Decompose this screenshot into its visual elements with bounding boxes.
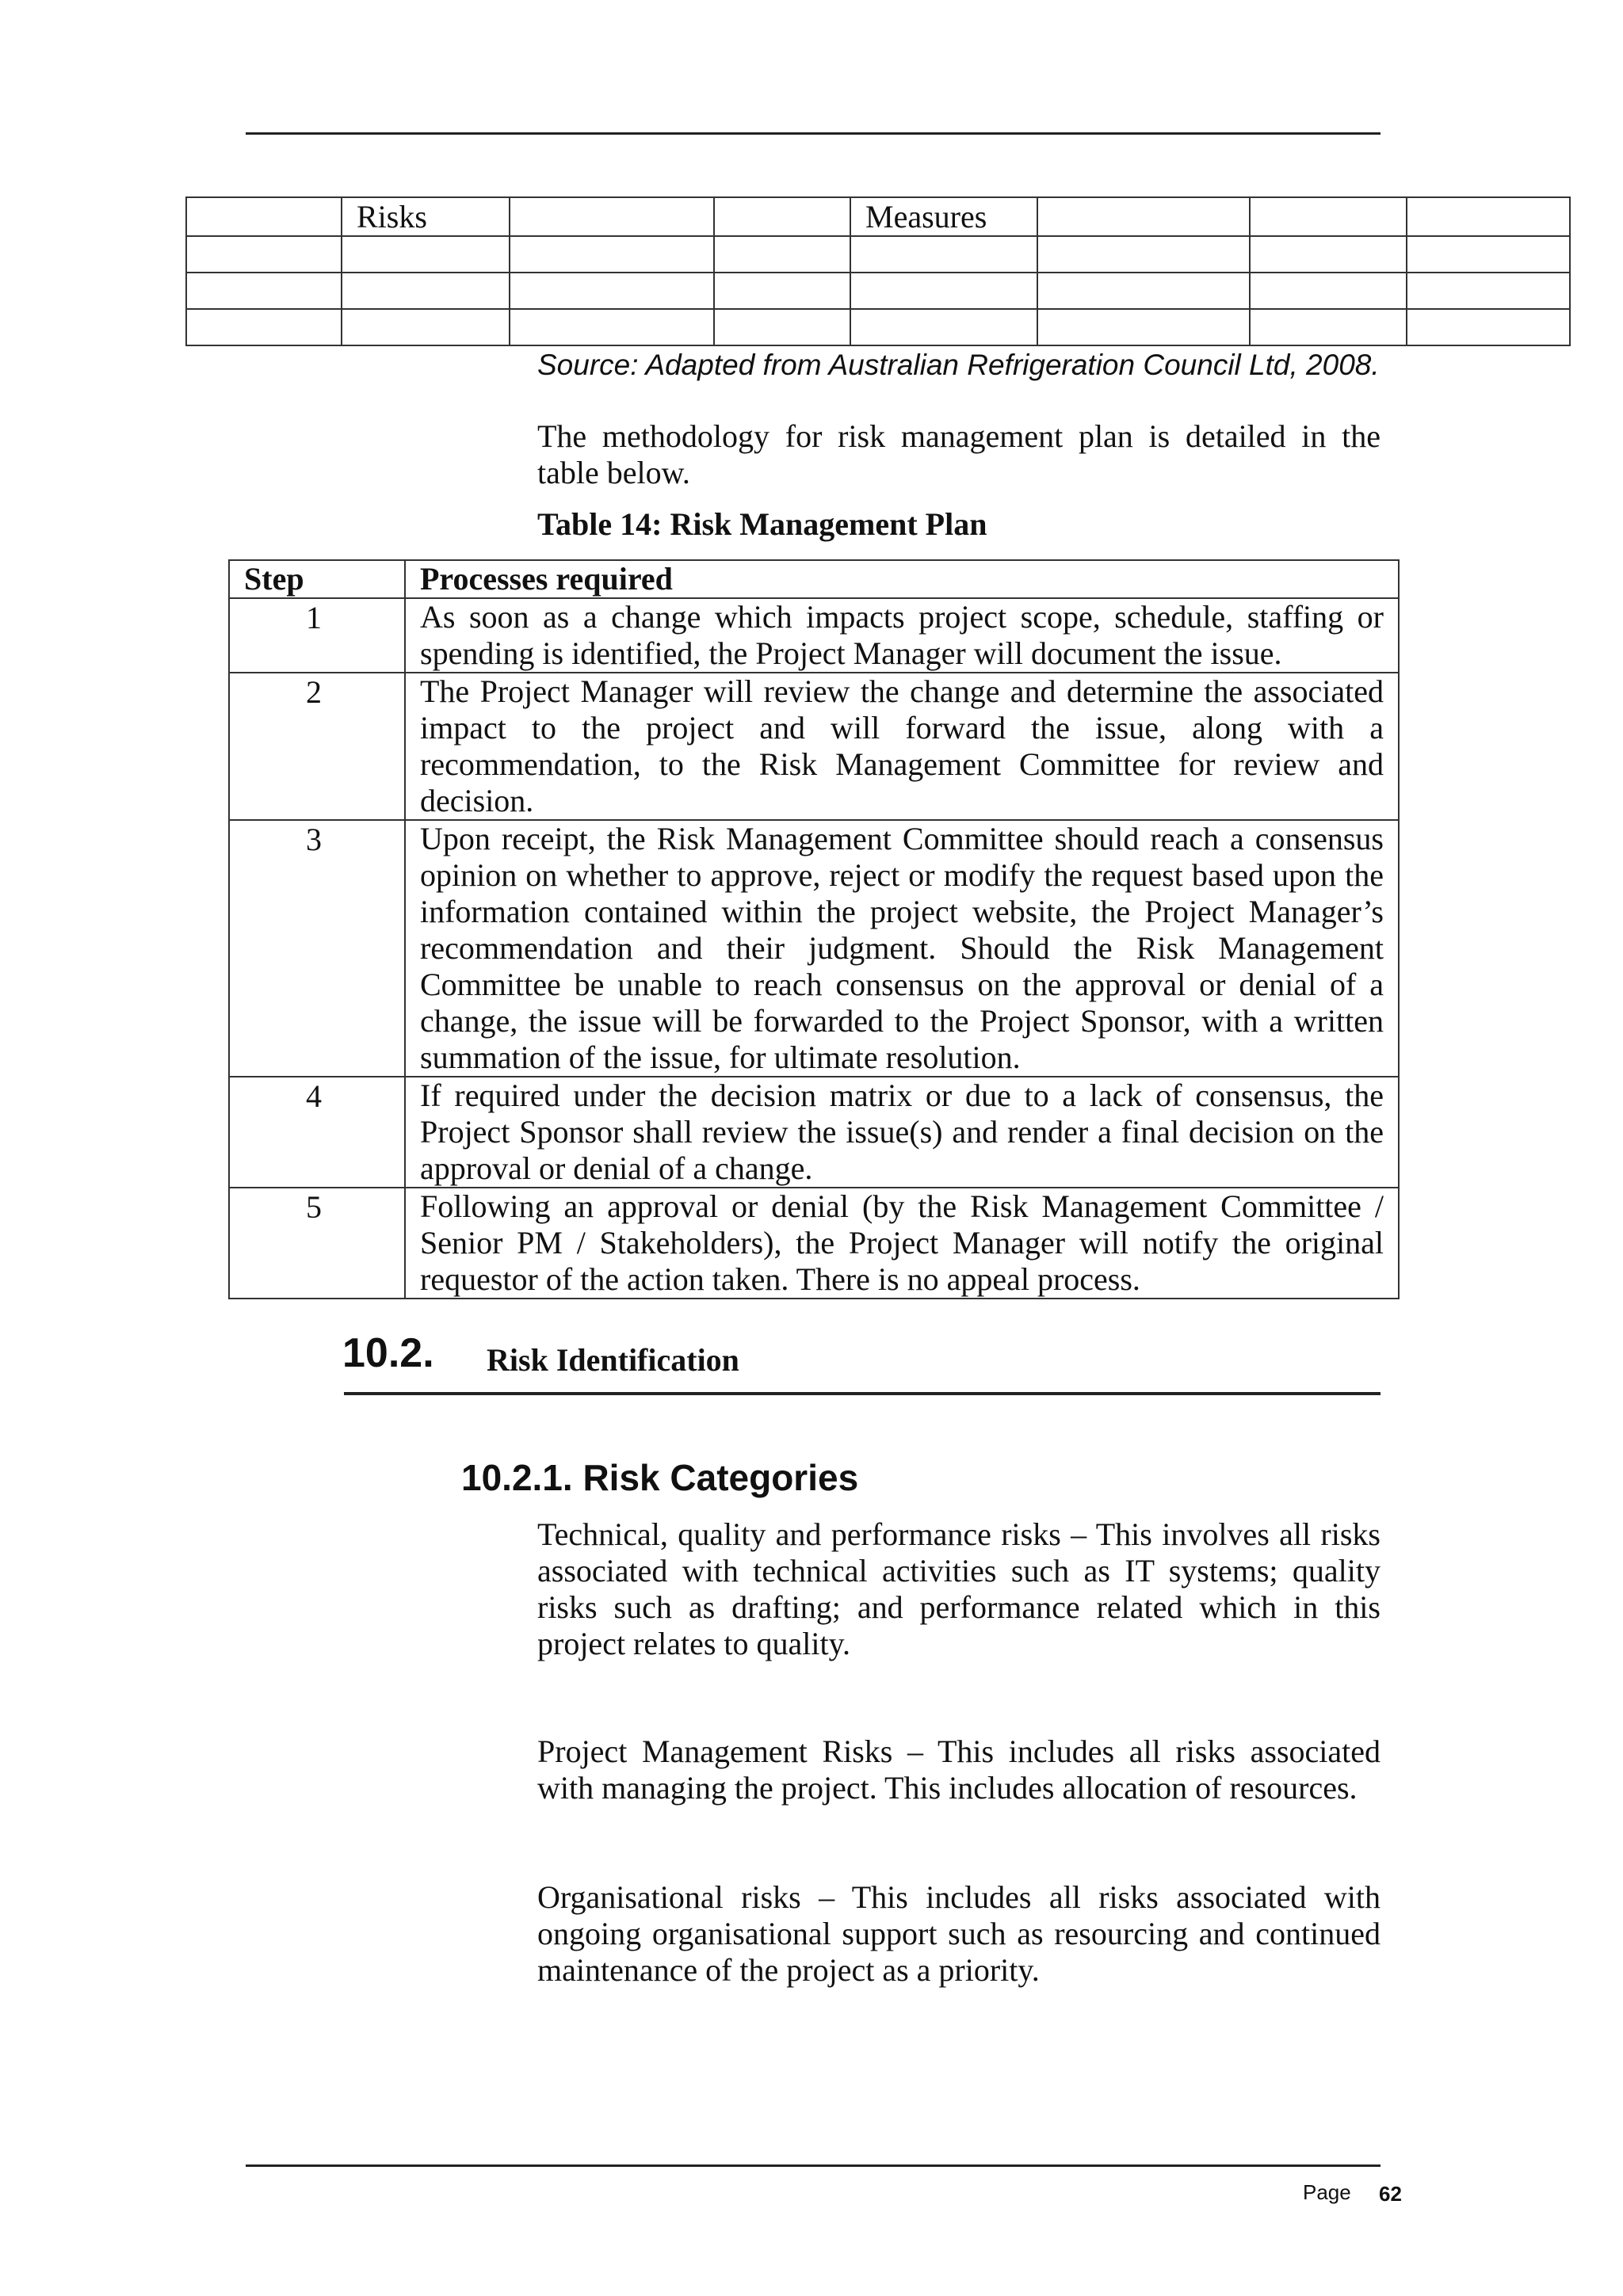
table-row [186, 273, 1570, 309]
paragraph-technical-risks: Technical, quality and performance risks – This involves all risks associated with technical activities such as IT systems; quality risks such as drafting; and performance related which in this project relates to quality. [537, 1516, 1381, 1661]
section-title: Risk Identification [487, 1342, 739, 1378]
risk-management-plan-table [228, 559, 1400, 1299]
table-cell [1037, 309, 1250, 345]
table-cell [510, 197, 714, 236]
paragraph-project-management-risks: Project Management Risks – This includes all risks associated with managing the project. This includes allocation of resources. [537, 1733, 1381, 1806]
step-number: 1 [229, 598, 405, 673]
table-cell [186, 273, 342, 309]
table-cell [1407, 273, 1570, 309]
source-caption: Source: Adapted from Australian Refrigeration Council Ltd, 2008. [537, 349, 1380, 381]
column-header-processes: Processes required [405, 560, 1399, 598]
table-cell [1250, 236, 1407, 273]
table-cell [850, 273, 1037, 309]
table-cell [714, 197, 850, 236]
intro-paragraph: The methodology for risk management plan is detailed in the table below. [537, 418, 1381, 490]
table-header-row [186, 197, 1570, 236]
process-text: The Project Manager will review the change and determine the associated impact to the project and will forward the issue, along with a recommendation, to the Risk Management Committee for review and decision. [405, 673, 1399, 820]
table-cell [510, 236, 714, 273]
header-rule [246, 132, 1381, 135]
table-cell [850, 236, 1037, 273]
section-rule [344, 1392, 1381, 1395]
table-cell [186, 309, 342, 345]
table-cell [1037, 197, 1250, 236]
table-title: Table 14: Risk Management Plan [537, 506, 987, 542]
process-text: Following an approval or denial (by the Risk Management Committee / Senior PM / Stakeholders), the Project Manager will notify the original requestor of the action taken. There is no appeal process. [405, 1188, 1399, 1299]
risks-measures-table [185, 196, 1571, 346]
footer-page-number: 62 [1379, 2182, 1402, 2206]
table-cell [342, 309, 510, 345]
table-cell [510, 309, 714, 345]
table-cell [186, 197, 342, 236]
table-row [186, 236, 1570, 273]
table-cell [714, 273, 850, 309]
paragraph-organisational-risks: Organisational risks – This includes all risks associated with ongoing organisational support such as resourcing and continued maintenance of the project as a priority. [537, 1879, 1381, 1988]
table-row [229, 1188, 1399, 1299]
table-cell [186, 236, 342, 273]
table-cell [714, 309, 850, 345]
table-row [229, 820, 1399, 1077]
column-header-step: Step [229, 560, 405, 598]
step-number: 5 [229, 1188, 405, 1299]
table-row [186, 309, 1570, 345]
table-cell [850, 309, 1037, 345]
table-cell [1250, 197, 1407, 236]
step-number: 3 [229, 820, 405, 1077]
table-cell [1250, 273, 1407, 309]
table-header-row [229, 560, 1399, 598]
table-cell [1250, 309, 1407, 345]
table-row [229, 1077, 1399, 1188]
table-cell [714, 236, 850, 273]
subsection-title: 10.2.1. Risk Categories [461, 1457, 859, 1498]
section-number: 10.2. [342, 1330, 434, 1376]
column-header-measures: Measures [850, 197, 1037, 236]
table-cell [1037, 273, 1250, 309]
table-cell [1037, 236, 1250, 273]
step-number: 2 [229, 673, 405, 820]
table-cell [1407, 197, 1570, 236]
table-cell [1407, 236, 1570, 273]
process-text: Upon receipt, the Risk Management Committee should reach a consensus opinion on whether to approve, reject or modify the request based upon the information contained within the project website, the Project Manager’s recommendation and their judgment. Should the Risk Management Committee be unable to reach consensus on the approval or denial of a change, the issue will be forwarded to the Project Sponsor, with a written summation of the issue, for ultimate resolution. [405, 820, 1399, 1077]
table-row [229, 673, 1399, 820]
table-cell [510, 273, 714, 309]
footer-rule [246, 2164, 1381, 2167]
process-text: If required under the decision matrix or due to a lack of consensus, the Project Sponsor shall review the issue(s) and render a final decision on the approval or denial of a change. [405, 1077, 1399, 1188]
step-number: 4 [229, 1077, 405, 1188]
footer-page-label: Page [1303, 2180, 1351, 2204]
table-cell [1407, 309, 1570, 345]
column-header-risks: Risks [342, 197, 510, 236]
table-cell [342, 273, 510, 309]
table-row [229, 598, 1399, 673]
process-text: As soon as a change which impacts project scope, schedule, staffing or spending is identified, the Project Manager will document the issue. [405, 598, 1399, 673]
table-cell [342, 236, 510, 273]
